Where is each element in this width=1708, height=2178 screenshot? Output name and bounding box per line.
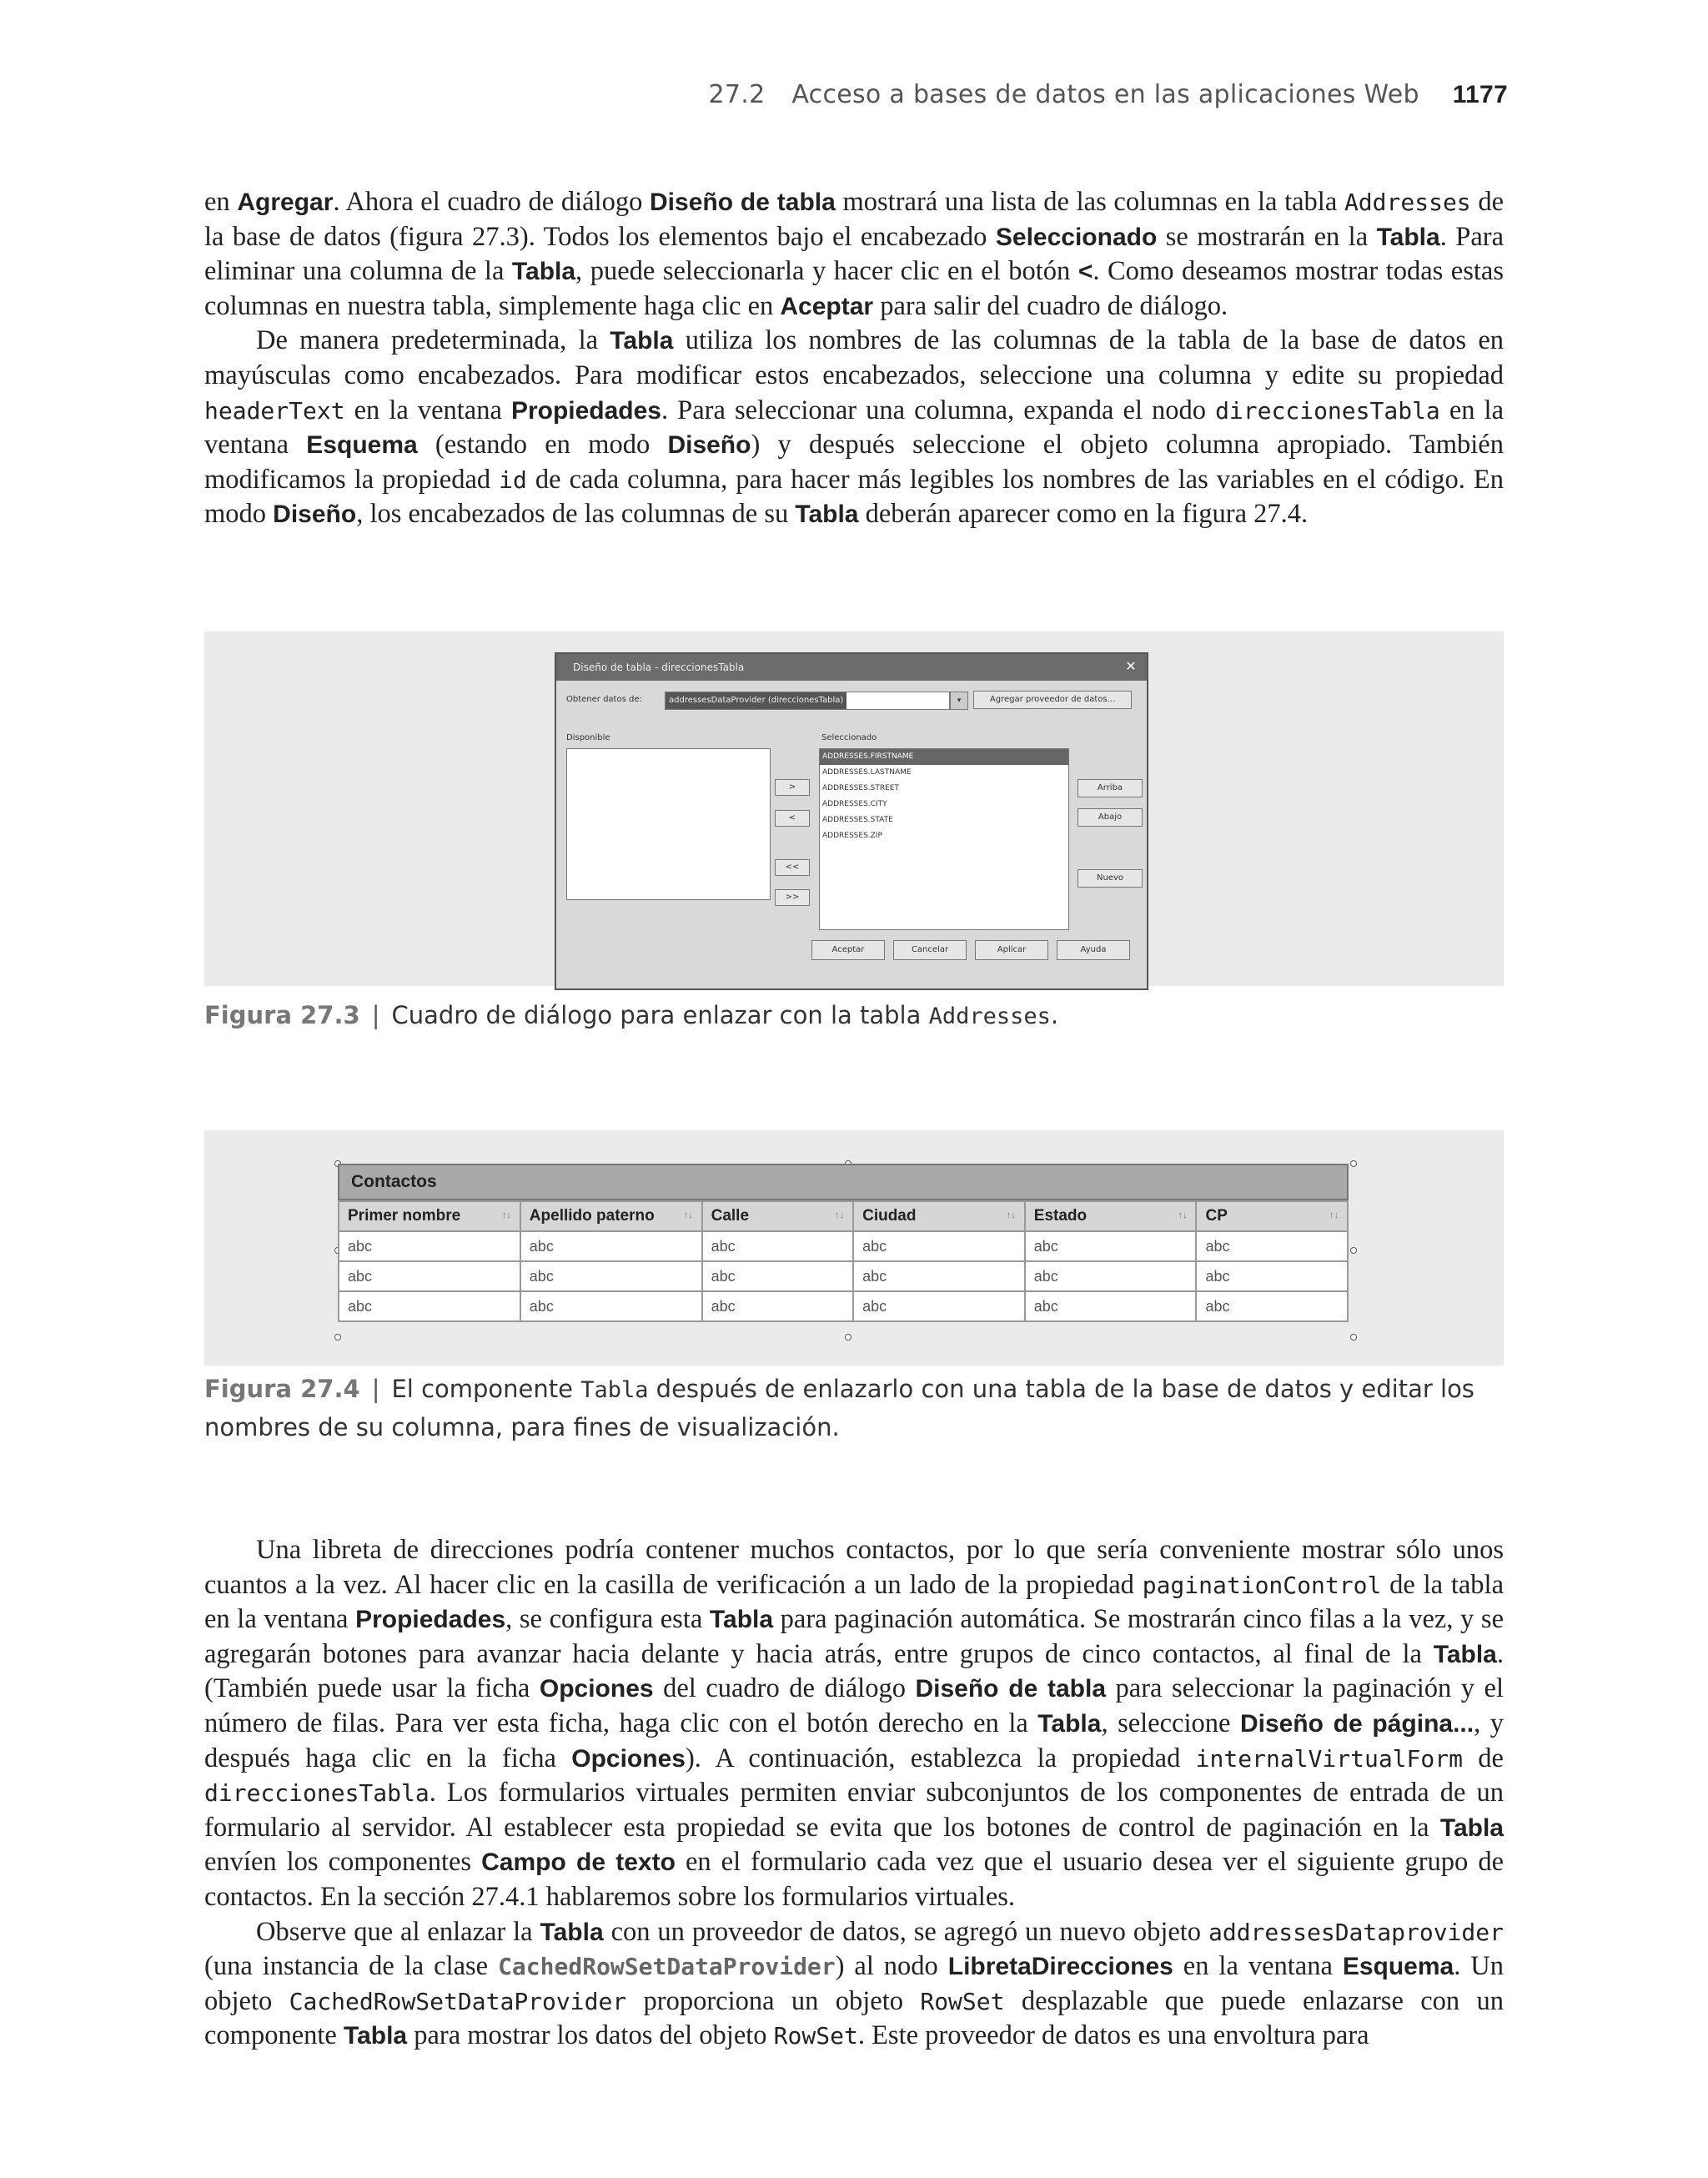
table-cell: abc xyxy=(520,1261,702,1291)
table-cell: abc xyxy=(520,1231,702,1261)
close-icon[interactable]: ✕ xyxy=(1125,658,1137,674)
remove-all-button[interactable]: << xyxy=(775,859,810,876)
add-all-button[interactable]: >> xyxy=(775,889,810,906)
table-cell: abc xyxy=(702,1291,854,1321)
table-row xyxy=(339,1291,1348,1321)
table-cell: abc xyxy=(853,1291,1025,1321)
contacts-table xyxy=(338,1200,1349,1322)
paragraph-1: en Agregar. Ahora el cuadro de diálogo Diseño de tabla mostrará una lista de las columnas en la tabla Addresses de la base de datos (figura 27.3). Todos los elementos bajo el encabezado Seleccionado se mostrarán en la Tabla. Para eliminar una columna de la Tabla, puede seleccionarla y hacer clic en el botón <. Como deseamos mostrar todas estas columnas en nuestra tabla, simplemente haga clic en Aceptar para salir del cuadro de diálogo. xyxy=(204,187,1505,321)
sort-icon: ↑↓ xyxy=(1178,1210,1188,1220)
table-cell: abc xyxy=(853,1261,1025,1291)
sort-icon: ↑↓ xyxy=(835,1210,845,1220)
help-button[interactable]: Ayuda xyxy=(1057,940,1130,960)
table-cell: abc xyxy=(339,1231,520,1261)
table-cell: abc xyxy=(702,1231,854,1261)
table-row xyxy=(339,1231,1348,1261)
section-title: Acceso a bases de datos en las aplicaciones Web xyxy=(791,80,1419,109)
table-cell: abc xyxy=(1196,1261,1348,1291)
add-data-provider-button[interactable]: Agregar proveedor de datos... xyxy=(973,691,1132,709)
figure-number: Figura 27.3 xyxy=(204,1001,360,1029)
get-data-label: Obtener datos de: xyxy=(566,695,642,704)
remove-column-button[interactable]: < xyxy=(775,810,810,827)
paragraph-2: De manera predeterminada, la Tabla utiliza los nombres de las columnas de la tabla de la base de datos en mayúsculas como encabezados. Para modificar estos encabezados, seleccione una columna y edite su propiedad headerText en la ventana Propiedades. Para seleccionar una columna, expanda el nodo direccionesTabla en la ventana Esquema (estando en modo Diseño) y después seleccione el objeto columna apropiado. También modificamos la propiedad id de cada columna, para hacer más legibles los nombres de las variables en el código. En modo Diseño, los encabezados de las columnas de su Tabla deberán aparecer como en la figura 27.4. xyxy=(204,325,1504,530)
list-item[interactable]: ADDRESSES.STATE xyxy=(822,816,893,824)
figure-27-3-caption: Figura 27.3 | Cuadro de diálogo para enlazar con la tabla Addresses. xyxy=(204,1001,1059,1029)
move-down-button[interactable]: Abajo xyxy=(1078,808,1143,827)
table-cell: abc xyxy=(339,1291,520,1321)
selected-list[interactable] xyxy=(819,748,1069,930)
table-layout-dialog xyxy=(555,652,1148,990)
paragraph-3: Una libreta de direcciones podría contener muchos contactos, por lo que sería conveniente mostrar sólo unos cuantos a la vez. Al hacer clic en la casilla de verificación a un lado de la propiedad paginationControl de la tabla en la ventana Propiedades, se configura esta Tabla para paginación automática. Se mostrarán cinco filas a la vez, y se agregarán botones para avanzar hacia delante y hacia atrás, entre grupos de cinco contactos, al final de la Tabla. (También puede usar la ficha Opciones del cuadro de diálogo Diseño de tabla para seleccionar la paginación y el número de filas. Para ver esta ficha, haga clic con el botón derecho en la Tabla, seleccione Diseño de página..., y después haga clic en la ficha Opciones). A continuación, establezca la propiedad internalVirtualForm de direccionesTabla. Los formularios virtuales permiten enviar subconjuntos de los componentes de entrada de un formulario al servidor. Al establecer esta propiedad se evita que los botones de control de paginación en la Tabla envíen los componentes Campo de texto en el formulario cada vez que el usuario desea ver el siguiente grupo de contactos. En la sección 27.4.1 hablaremos sobre los formularios virtuales. xyxy=(204,1535,1505,1912)
column-header[interactable]: CP ↑↓ xyxy=(1196,1201,1348,1231)
table-cell: abc xyxy=(853,1231,1025,1261)
dialog-title: Diseño de tabla - direccionesTabla xyxy=(573,661,745,673)
add-column-button[interactable]: > xyxy=(775,779,810,796)
cancel-button[interactable]: Cancelar xyxy=(893,940,967,960)
move-up-button[interactable]: Arriba xyxy=(1078,779,1143,797)
paragraph-4: Observe que al enlazar la Tabla con un proveedor de datos, se agregó un nuevo objeto addressesDataprovider (una instancia de la clase CachedRowSetDataProvider) al nodo LibretaDirecciones en la ventana Esquema. Un objeto CachedRowSetDataProvider proporciona un objeto RowSet desplazable que puede enlazarse con un componente Tabla para mostrar los datos del objeto RowSet. Este proveedor de datos es una envoltura para xyxy=(204,1916,1505,2051)
figure-27-4-caption: Figura 27.4 | El componente Tabla después de enlazarlo con una tabla de la base de datos y editar los nombres de su columna, para fines de visualización. xyxy=(204,1375,1474,1441)
table-cell: abc xyxy=(1196,1291,1348,1321)
table-cell: abc xyxy=(702,1261,854,1291)
top-text-block xyxy=(204,185,1504,532)
table-cell: abc xyxy=(1025,1231,1197,1261)
available-list[interactable] xyxy=(566,748,771,900)
table-cell: abc xyxy=(1025,1291,1197,1321)
column-header[interactable]: Primer nombre ↑↓ xyxy=(339,1201,520,1231)
table-cell: abc xyxy=(520,1291,702,1321)
page-number: 1177 xyxy=(1452,81,1508,108)
running-header xyxy=(709,80,1508,109)
new-column-button[interactable]: Nuevo xyxy=(1078,869,1143,888)
sort-icon: ↑↓ xyxy=(1329,1210,1339,1220)
data-provider-select[interactable]: addressesDataProvider (direccionesTabla) xyxy=(665,692,950,710)
list-item[interactable]: ADDRESSES.STREET xyxy=(822,784,899,792)
column-header[interactable]: Estado ↑↓ xyxy=(1025,1201,1197,1231)
chevron-down-icon[interactable]: ▾ xyxy=(950,692,968,710)
column-header[interactable]: Ciudad ↑↓ xyxy=(853,1201,1025,1231)
list-item[interactable]: ADDRESSES.LASTNAME xyxy=(822,768,912,777)
sort-icon: ↑↓ xyxy=(683,1210,693,1220)
column-header[interactable]: Apellido paterno ↑↓ xyxy=(520,1201,702,1231)
table-cell: abc xyxy=(339,1261,520,1291)
table-title: Contactos xyxy=(338,1164,1349,1200)
table-row xyxy=(339,1261,1348,1291)
sort-icon: ↑↓ xyxy=(501,1210,511,1220)
list-item[interactable]: ADDRESSES.CITY xyxy=(822,800,887,808)
table-cell: abc xyxy=(1196,1231,1348,1261)
apply-button[interactable]: Aplicar xyxy=(975,940,1048,960)
dialog-titlebar xyxy=(556,654,1147,681)
selected-label: Seleccionado xyxy=(821,733,877,742)
ok-button[interactable]: Aceptar xyxy=(811,940,885,960)
table-cell: abc xyxy=(1025,1261,1197,1291)
figure-number: Figura 27.4 xyxy=(204,1375,360,1403)
design-table xyxy=(338,1164,1349,1322)
sort-icon: ↑↓ xyxy=(1006,1210,1016,1220)
list-item[interactable]: ADDRESSES.ZIP xyxy=(822,832,882,840)
figure-27-3 xyxy=(204,631,1504,986)
section-number: 27.2 xyxy=(708,80,766,109)
figure-27-4 xyxy=(204,1130,1504,1366)
available-label: Disponible xyxy=(566,733,610,742)
list-item[interactable]: ADDRESSES.FIRSTNAME xyxy=(820,749,1068,765)
column-header[interactable]: Calle ↑↓ xyxy=(702,1201,854,1231)
bottom-text-block xyxy=(204,1533,1504,2054)
